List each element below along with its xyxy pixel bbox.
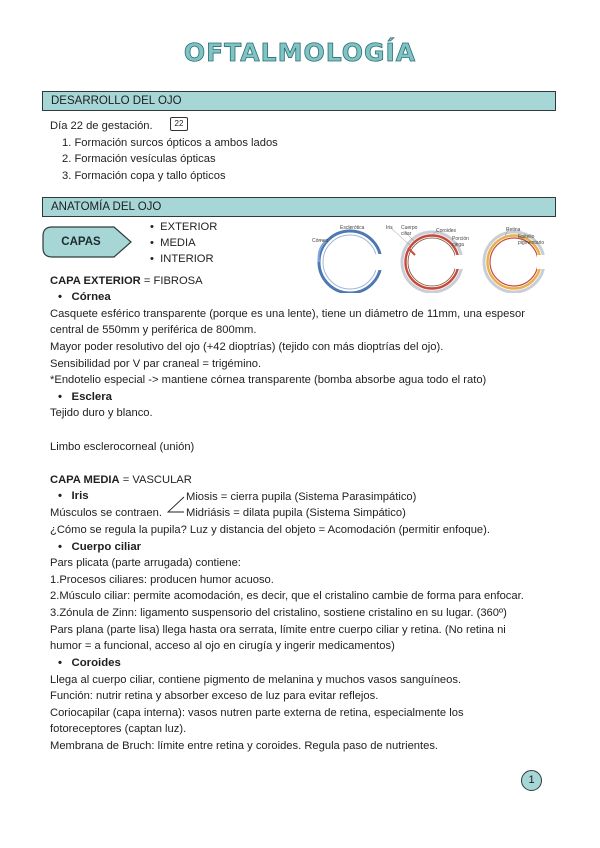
text-line: Membrana de Bruch: límite entre retina y coroides. Regula paso de nutrientes. [50,740,439,752]
text-line: fotoreceptores (captan luz). [50,723,187,735]
gestation-text: Día 22 de gestación. [50,120,153,132]
eye-label-cornea: Córnea [312,238,329,244]
calendar-day: 22 [174,119,184,128]
text-line: Sensibilidad por V par craneal = trigémino. [50,358,262,370]
list-item: 2. Formación vesículas ópticas [62,153,216,165]
eye-label-cuerpo-ciliar: Cuerpo ciliar [401,225,418,237]
bullet-icon: • [58,291,72,303]
eye-label-retina: Retina [506,227,521,233]
capas-label: CAPAS [61,236,101,248]
section-header-anatomia: ANATOMÍA DEL OJO [42,197,556,217]
capa-media-heading: CAPA MEDIA = VASCULAR [50,474,192,486]
calendar-icon [170,117,188,131]
text-line: 2.Músculo ciliar: permite acomodación, es decir, que el cristalino cambie de forma para enfocar. [50,590,524,602]
bullet-icon: • [58,541,72,553]
capa-exterior-heading: CAPA EXTERIOR = FIBROSA [50,275,203,287]
section-header-desarrollo: DESARROLLO DEL OJO [42,91,556,111]
text-line: Pars plana (parte lisa) llega hasta ora serrata, límite entre cuerpo ciliar y retina. (No retina ni [50,624,506,636]
list-item: 1. Formación surcos ópticos a ambos lados [62,137,278,149]
text-line: Limbo esclerocorneal (unión) [50,441,195,453]
text-line: *Endotelio especial -> mantiene córnea transparente (bomba absorbe agua todo el rato) [50,374,487,386]
text-line: 3.Zónula de Zinn: ligamento suspensorio del cristalino, sostiene cristalino en su lugar. (360º) [50,607,507,619]
page-title: OFTALMOLOGÍA [183,38,417,67]
coroides-heading: • Coroides [58,657,121,669]
text-line: Músculos se contraen. [50,507,162,519]
list-item: 3. Formación copa y tallo ópticos [62,170,226,182]
text-line: 1.Procesos ciliares: producen humor acuoso. [50,574,274,586]
bullet-icon: • [58,391,72,403]
eye-label-coroides: Coroides [436,228,457,234]
eye-label-epitelio: Epitelio pigmentario [518,234,545,246]
text-line: Miosis = cierra pupila (Sistema Parasimpático) [186,491,417,503]
bullet-icon: • [150,221,161,233]
eye-label-iris: Iris [386,225,393,231]
text-line: Función: nutrir retina y absorber exceso de luz para evitar reflejos. [50,690,379,702]
eye-diagram-exterior [319,231,385,293]
cornea-heading: • Córnea [58,291,111,303]
bullet-icon: • [58,490,72,502]
bullet-icon: • [150,237,161,249]
esclera-heading: • Esclera [58,391,113,403]
bullet-icon: • [150,253,161,265]
eye-label-porcion-ciega: Porción ciega [452,236,469,248]
capas-item-media: • MEDIA [150,237,196,249]
bullet-icon: • [58,657,72,669]
branch-connector-icon [164,494,186,518]
cuerpo-ciliar-heading: • Cuerpo ciliar [58,541,142,553]
iris-heading: • Iris [58,490,89,502]
capas-item-interior: • INTERIOR [150,253,214,265]
text-line: central de 550mm y periférica de 800mm. [50,324,257,336]
text-line: ¿Cómo se regula la pupila? Luz y distancia del objeto = Acomodación (permitir enfoque). [50,524,490,536]
capas-item-exterior: • EXTERIOR [150,221,218,233]
text-line: Pars plicata (parte arrugada) contiene: [50,557,241,569]
text-line: Coriocapilar (capa interna): vasos nutren parte externa de retina, especialmente los [50,707,464,719]
text-line: humor = a funcional, acceso al ojo en cirugía y ingerir medicamentos) [50,640,395,652]
text-line: Casquete esférico transparente (porque es una lente), tiene un diámetro de 11mm, una espesor [50,308,525,320]
page-number: 1 [521,770,542,791]
text-line: Midriásis = dilata pupila (Sistema Simpático) [186,507,406,519]
text-line: Llega al cuerpo ciliar, contiene pigmento de melanina y muchos vasos sanguíneos. [50,674,462,686]
text-line: Mayor poder resolutivo del ojo (+42 dioptrías) (tejido con más dioptrías del ojo). [50,341,444,353]
eye-label-esclerotica: Esclerótica [340,225,365,231]
text-line: Tejido duro y blanco. [50,407,153,419]
